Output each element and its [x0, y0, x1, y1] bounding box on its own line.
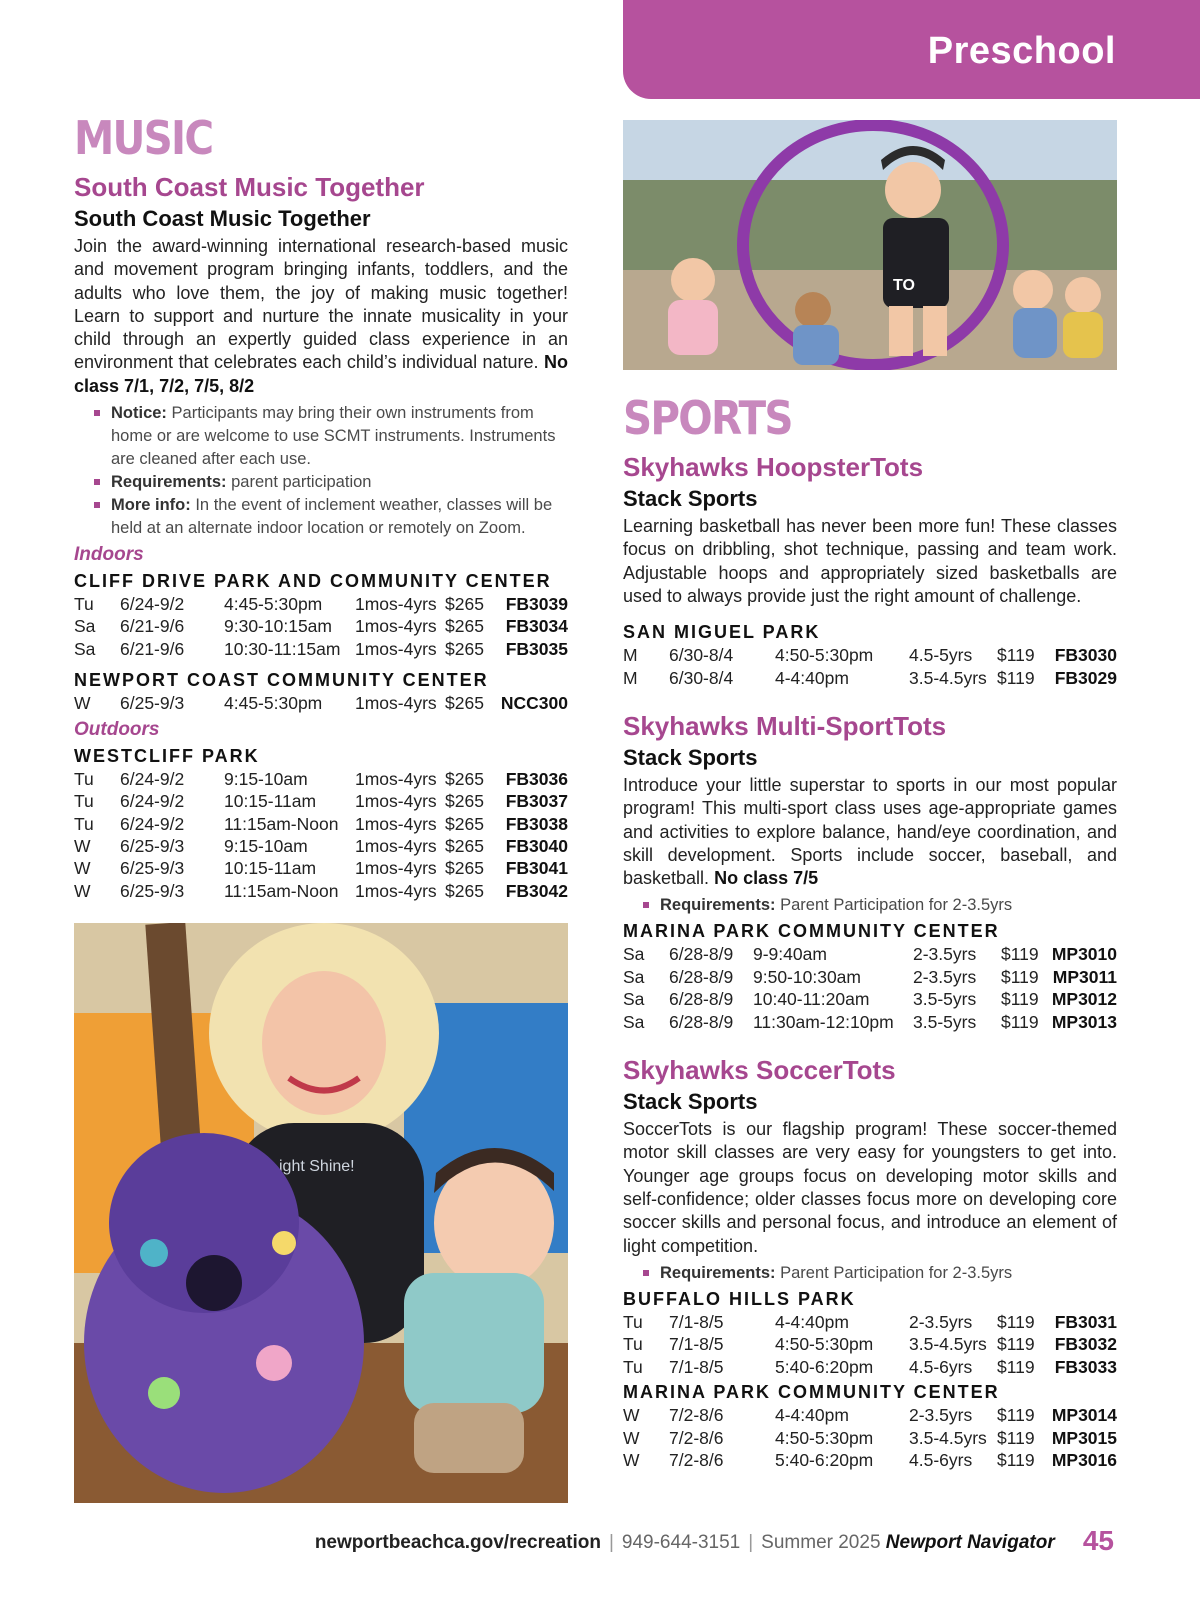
cell-code: FB3031: [1054, 1311, 1117, 1332]
cell-day: M: [623, 667, 638, 688]
soccer-notes: [623, 1262, 1117, 1285]
cell-day: W: [623, 1449, 640, 1470]
cell-day: W: [74, 693, 91, 714]
cell-day: Sa: [74, 616, 96, 637]
footer-season: Summer 2025: [761, 1532, 881, 1553]
note-label: Requirements:: [111, 473, 227, 492]
cell-ages: 4.5-6yrs: [909, 1356, 973, 1377]
table-row: [74, 638, 568, 660]
venue-name: NEWPORT COAST COMMUNITY CENTER: [74, 670, 489, 691]
cell-dates: 6/24-9/2: [120, 813, 185, 834]
cell-code: MP3014: [1051, 1405, 1117, 1426]
cell-code: MP3013: [1051, 1011, 1117, 1032]
cell-time: 9-9:40am: [753, 944, 827, 965]
cell-fee: $119: [997, 667, 1035, 688]
cell-fee: $119: [997, 1405, 1035, 1426]
section-tab-label: Preschool: [927, 30, 1116, 72]
cell-code: FB3035: [505, 638, 568, 659]
indoors-label: Indoors: [74, 544, 144, 566]
cell-ages: 1mos-4yrs: [355, 616, 437, 637]
cell-time: 9:30-10:15am: [224, 616, 332, 637]
cell-time: 4-4:40pm: [775, 1311, 849, 1332]
music-description: [74, 235, 568, 398]
multisport-no-class-note: No class 7/5: [714, 868, 819, 889]
cell-fee: $265: [445, 768, 484, 789]
venue-name: CLIFF DRIVE PARK AND COMMUNITY CENTER: [74, 571, 552, 592]
cell-dates: 6/28-8/9: [669, 989, 734, 1010]
schedule-table: [623, 943, 1117, 1033]
cell-ages: 1mos-4yrs: [355, 880, 437, 901]
multisport-title: Skyhawks Multi-SportTots: [623, 711, 947, 741]
cell-ages: 3.5-4.5yrs: [909, 667, 987, 688]
note-text: Participants may bring their own instruments from home or are welcome to use SCMT instruments. Instruments are cleaned after each use.: [111, 404, 556, 469]
music-note-item: [94, 402, 568, 471]
cell-ages: 1mos-4yrs: [355, 835, 437, 856]
cell-fee: $265: [445, 638, 484, 659]
cell-fee: $119: [1001, 1011, 1039, 1032]
cell-fee: $265: [445, 693, 484, 714]
footer-phone: 949-644-3151: [621, 1532, 741, 1553]
cell-ages: 4.5-5yrs: [909, 645, 973, 666]
cell-fee: $119: [1001, 944, 1039, 965]
cell-code: MP3011: [1052, 966, 1117, 987]
cell-time: 4-4:40pm: [775, 1405, 849, 1426]
table-row: [74, 692, 568, 714]
cell-ages: 3.5-4.5yrs: [909, 1334, 987, 1355]
cell-day: Tu: [623, 1356, 643, 1377]
multisport-provider: Stack Sports: [623, 745, 758, 770]
note-text: Parent Participation for 2-3.5yrs: [780, 1263, 1013, 1282]
cell-day: Tu: [623, 1334, 643, 1355]
cell-ages: 1mos-4yrs: [355, 768, 437, 789]
venue-name: MARINA PARK COMMUNITY CENTER: [623, 921, 1000, 942]
cell-dates: 6/30-8/4: [669, 667, 734, 688]
cell-time: 4:50-5:30pm: [775, 1334, 874, 1355]
table-row: [623, 1449, 1117, 1471]
cell-ages: 2-3.5yrs: [909, 1311, 973, 1332]
venue-name: BUFFALO HILLS PARK: [623, 1288, 856, 1309]
cell-fee: $119: [997, 1356, 1035, 1377]
table-row: [623, 988, 1117, 1010]
cell-dates: 7/1-8/5: [669, 1334, 724, 1355]
cell-day: W: [623, 1427, 640, 1448]
cell-dates: 6/24-9/2: [120, 791, 185, 812]
table-row: [623, 1011, 1117, 1033]
note-label: Requirements:: [660, 1263, 776, 1282]
cell-fee: $119: [997, 1334, 1035, 1355]
multisport-note-item: [643, 894, 1117, 917]
cell-dates: 6/24-9/2: [120, 594, 185, 615]
venue-name: MARINA PARK COMMUNITY CENTER: [623, 1382, 1000, 1403]
cell-day: W: [74, 858, 91, 879]
cell-time: 4:50-5:30pm: [775, 1427, 874, 1448]
cell-day: Sa: [623, 1011, 645, 1032]
sports-column: [623, 120, 1117, 1471]
hoopster-provider: Stack Sports: [623, 486, 758, 511]
cell-code: NCC300: [500, 693, 568, 714]
cell-day: Tu: [623, 1311, 643, 1332]
music-note-item: [94, 494, 568, 540]
cell-day: Tu: [74, 791, 94, 812]
table-row: [74, 790, 568, 812]
cell-time: 9:50-10:30am: [753, 966, 861, 987]
soccer-provider: Stack Sports: [623, 1089, 758, 1115]
cell-fee: $265: [445, 594, 484, 615]
cell-fee: $265: [445, 616, 484, 637]
cell-code: MP3010: [1051, 944, 1117, 965]
table-row: [623, 1333, 1117, 1355]
music-section-title: MUSIC: [74, 111, 213, 165]
cell-ages: 1mos-4yrs: [355, 791, 437, 812]
sports-photo: [623, 120, 1117, 370]
note-label: Requirements:: [660, 896, 776, 915]
hoopster-title: Skyhawks HoopsterTots: [623, 452, 924, 482]
music-provider: South Coast Music Together: [74, 206, 371, 231]
cell-code: FB3041: [505, 858, 568, 879]
cell-day: Tu: [74, 813, 94, 834]
outdoors-label: Outdoors: [74, 718, 160, 740]
cell-dates: 6/28-8/9: [669, 1011, 734, 1032]
cell-day: Sa: [623, 989, 645, 1010]
cell-time: 5:40-6:20pm: [775, 1356, 874, 1377]
cell-code: MP3016: [1051, 1449, 1117, 1470]
cell-dates: 6/25-9/3: [120, 835, 185, 856]
schedule-table: [623, 1404, 1117, 1471]
cell-time: 10:15-11am: [224, 791, 317, 812]
schedule-table: [74, 593, 568, 660]
cell-day: Sa: [623, 944, 645, 965]
table-row: [74, 593, 568, 615]
table-row: [74, 835, 568, 857]
music-photo: [74, 923, 568, 1503]
cell-dates: 6/24-9/2: [120, 768, 185, 789]
cell-fee: $265: [445, 813, 484, 834]
cell-ages: 1mos-4yrs: [355, 858, 437, 879]
cell-time: 10:40-11:20am: [753, 989, 870, 1010]
cell-dates: 7/1-8/5: [669, 1356, 724, 1377]
cell-code: MP3015: [1051, 1427, 1117, 1448]
table-row: [623, 667, 1117, 689]
cell-code: FB3033: [1054, 1356, 1117, 1377]
page-number: 45: [1082, 1525, 1114, 1556]
cell-time: 5:40-6:20pm: [775, 1449, 874, 1470]
table-row: [623, 943, 1117, 965]
cell-dates: 6/21-9/6: [120, 616, 185, 637]
note-text: Parent Participation for 2-3.5yrs: [780, 896, 1013, 915]
cell-ages: 3.5-4.5yrs: [909, 1427, 987, 1448]
venue-name: WESTCLIFF PARK: [74, 745, 260, 766]
note-label: More info:: [111, 496, 191, 515]
table-row: [623, 644, 1117, 666]
section-tab: [623, 0, 1200, 99]
table-row: [623, 1311, 1117, 1333]
multisport-description: [623, 774, 1117, 890]
cell-code: FB3039: [505, 594, 568, 615]
cell-code: FB3032: [1054, 1334, 1117, 1355]
cell-day: W: [623, 1405, 640, 1426]
cell-ages: 1mos-4yrs: [355, 638, 437, 659]
cell-dates: 6/28-8/9: [669, 944, 734, 965]
soccer-title: Skyhawks SoccerTots: [623, 1055, 896, 1086]
cell-fee: $119: [997, 1311, 1035, 1332]
cell-dates: 6/21-9/6: [120, 638, 185, 659]
jersey-text: TO: [893, 277, 915, 294]
cell-fee: $119: [1001, 966, 1039, 987]
cell-dates: 6/25-9/3: [120, 693, 185, 714]
cell-dates: 7/1-8/5: [669, 1311, 724, 1332]
table-row: [623, 1404, 1117, 1426]
table-row: [74, 768, 568, 790]
cell-time: 9:15-10am: [224, 835, 308, 856]
cell-time: 4:45-5:30pm: [224, 693, 323, 714]
footer: newportbeachca.gov/recreation | 949-644-3151 | Summer 2025 Newport Navigator: [314, 1532, 1055, 1553]
music-photo-illustration: [74, 923, 568, 1503]
cell-time: 11:15am-Noon: [224, 813, 339, 834]
cell-day: W: [74, 835, 91, 856]
cell-fee: $119: [997, 1449, 1035, 1470]
hoopster-description: Learning basketball has never been more fun! These classes focus on dribbling, shot technique, passing and team work. Adjustable hoops and appropriately sized basketballs are used to always provide just the right amount of challenge.: [623, 516, 1117, 606]
cell-fee: $265: [445, 835, 484, 856]
soccer-note-item: [643, 1262, 1117, 1285]
cell-fee: $265: [445, 880, 484, 901]
cell-code: FB3038: [505, 813, 568, 834]
cell-fee: $265: [445, 858, 484, 879]
cell-ages: 4.5-6yrs: [909, 1449, 973, 1470]
table-row: [623, 1356, 1117, 1378]
cell-code: MP3012: [1051, 989, 1117, 1010]
cell-day: M: [623, 645, 638, 666]
note-text: parent participation: [231, 473, 372, 492]
cell-day: Tu: [74, 594, 94, 615]
schedule-table: [623, 1311, 1117, 1378]
cell-dates: 6/28-8/9: [669, 966, 734, 987]
cell-day: Sa: [623, 966, 645, 987]
cell-day: W: [74, 880, 91, 901]
soccer-description: SoccerTots is our flagship program! These soccer-themed motor skill classes are very easy for youngsters to get into. Younger age groups focus on developing motor skills and self-confidence; older classes focus more on developing core soccer skills and personal focus, and introduce an element of light competition.: [623, 1119, 1117, 1256]
cell-time: 4:45-5:30pm: [224, 594, 323, 615]
venue-name: SAN MIGUEL PARK: [623, 622, 821, 643]
cell-time: 10:15-11am: [224, 858, 317, 879]
table-row: [74, 813, 568, 835]
cell-code: FB3036: [505, 768, 568, 789]
cell-day: Tu: [74, 768, 94, 789]
music-note-item: [94, 471, 568, 494]
cell-time: 10:30-11:15am: [224, 638, 341, 659]
music-no-class-note: No class 7/1, 7/2, 7/5, 8/2: [74, 352, 568, 396]
cell-fee: $119: [997, 645, 1035, 666]
music-notes: [74, 402, 568, 540]
cell-fee: $265: [445, 791, 484, 812]
music-program-title: South Coast Music Together: [74, 172, 425, 202]
cell-dates: 7/2-8/6: [669, 1449, 724, 1470]
schedule-table: [74, 768, 568, 902]
music-description-text: Join the award-winning international research-based music and movement program bringing infants, toddlers, and the adults who love them, the joy of making music together! Learn to support and nurture the innate musicality in your child through an expertly guided class experience in an environment that celebrates each child’s individual nature.: [74, 236, 568, 373]
music-column: [74, 108, 568, 902]
cell-ages: 3.5-5yrs: [913, 989, 977, 1010]
note-label: Notice:: [111, 404, 167, 423]
cell-code: FB3037: [505, 791, 568, 812]
cell-day: Sa: [74, 638, 96, 659]
cell-dates: 6/30-8/4: [669, 645, 734, 666]
schedule-table: [623, 644, 1117, 689]
sports-section-title: SPORTS: [623, 391, 792, 445]
cell-time: 4:50-5:30pm: [775, 645, 874, 666]
cell-code: FB3030: [1054, 645, 1117, 666]
cell-dates: 7/2-8/6: [669, 1405, 724, 1426]
multisport-description-text: Introduce your little superstar to sports in our most popular program! This multi-sport class uses age-appropriate games and activities to explore balance, hand/eye coordination, and skill development. Sports include soccer, baseball, and basketball.: [623, 775, 1117, 889]
cell-code: FB3042: [505, 880, 568, 901]
cell-ages: 3.5-5yrs: [913, 1011, 977, 1032]
cell-time: 4-4:40pm: [775, 667, 849, 688]
note-text: In the event of inclement weather, classes will be held at an alternate indoor location or remotely on Zoom.: [111, 496, 553, 538]
table-row: [623, 966, 1117, 988]
table-row: [74, 857, 568, 879]
table-row: [74, 880, 568, 902]
table-row: [74, 615, 568, 637]
shirt-text: ight Shine!: [279, 1158, 355, 1175]
cell-ages: 1mos-4yrs: [355, 813, 437, 834]
footer-url[interactable]: newportbeachca.gov/recreation: [314, 1532, 601, 1553]
cell-fee: $119: [1001, 989, 1039, 1010]
sports-photo-illustration: [623, 120, 1117, 370]
cell-fee: $119: [997, 1427, 1035, 1448]
footer-magazine: Newport Navigator: [885, 1532, 1055, 1553]
cell-dates: 6/25-9/3: [120, 858, 185, 879]
multisport-notes: [623, 894, 1117, 917]
cell-ages: 2-3.5yrs: [913, 966, 977, 987]
table-row: [623, 1427, 1117, 1449]
cell-dates: 7/2-8/6: [669, 1427, 724, 1448]
schedule-table: [74, 692, 568, 714]
cell-dates: 6/25-9/3: [120, 880, 185, 901]
cell-code: FB3040: [505, 835, 568, 856]
cell-time: 11:30am-12:10pm: [753, 1011, 894, 1032]
cell-ages: 1mos-4yrs: [355, 594, 437, 615]
cell-code: FB3034: [505, 616, 568, 637]
cell-ages: 1mos-4yrs: [355, 693, 437, 714]
cell-code: FB3029: [1054, 667, 1117, 688]
cell-ages: 2-3.5yrs: [909, 1405, 973, 1426]
cell-time: 11:15am-Noon: [224, 880, 339, 901]
cell-time: 9:15-10am: [224, 768, 308, 789]
cell-ages: 2-3.5yrs: [913, 944, 977, 965]
